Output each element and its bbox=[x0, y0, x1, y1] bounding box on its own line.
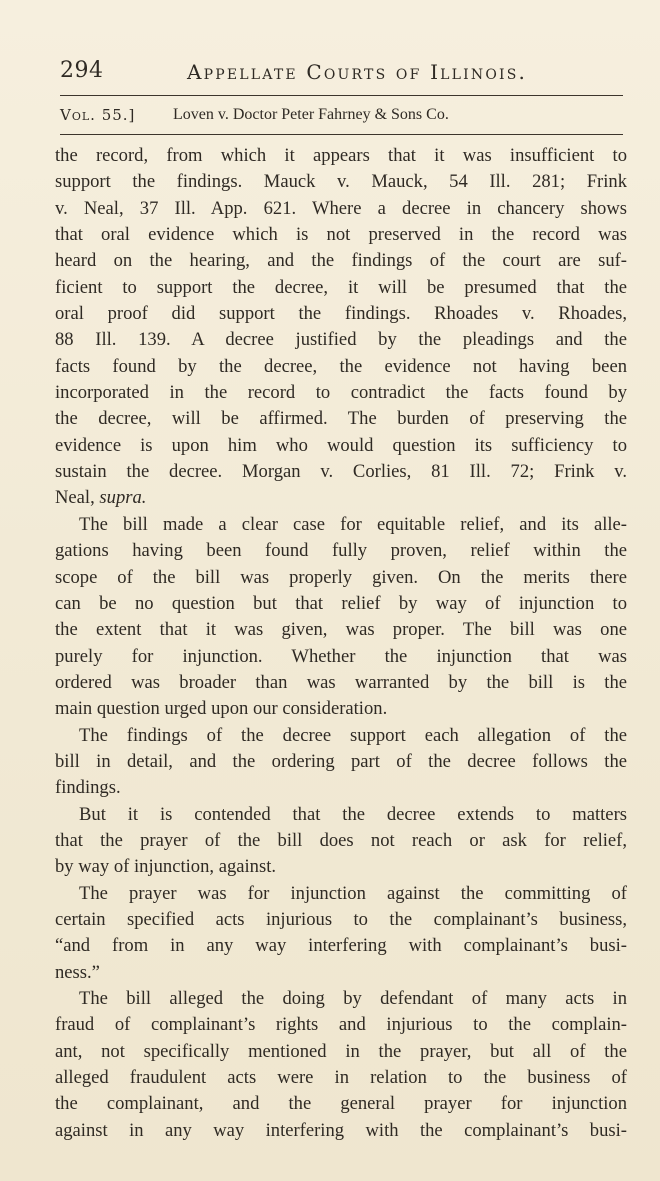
paragraph-start-line: The bill made a clear case for equitable relief, and its alle- bbox=[79, 513, 627, 535]
court-title: Appellate Courts of Illinois. bbox=[187, 60, 528, 84]
paragraph-start-line: But it is contended that the decree extends to matters bbox=[79, 803, 627, 825]
paragraph-start-line: The findings of the decree support each allegation of the bbox=[79, 724, 627, 746]
case-line bbox=[60, 103, 620, 131]
text-line: alleged fraudulent acts were in relation to the business of bbox=[55, 1067, 627, 1089]
text-line: support the findings. Mauck v. Mauck, 54 Ill. 281; Frink bbox=[55, 171, 627, 193]
text-line: the decree, will be affirmed. The burden of preserving the bbox=[55, 408, 627, 430]
text-line: incorporated in the record to contradict the facts found by bbox=[55, 382, 627, 404]
text-line: the complainant, and the general prayer for injunction bbox=[55, 1093, 627, 1115]
volume-label: Vol. 55.] bbox=[60, 106, 136, 124]
text-line: the record, from which it appears that it was insufficient to bbox=[55, 145, 627, 166]
italic-supra: supra. bbox=[99, 487, 147, 509]
text-line: ordered was broader than was warranted by the bill is the bbox=[55, 671, 627, 693]
text-line-part: Neal, bbox=[55, 487, 95, 509]
text-line: that oral evidence which is not preserved in the record was bbox=[55, 224, 627, 246]
text-line: purely for injunction. Whether the injunction that was bbox=[55, 645, 627, 667]
text-line: facts found by the decree, the evidence not having been bbox=[55, 355, 627, 377]
text-line: oral proof did support the findings. Rhoades v. Rhoades, bbox=[55, 303, 627, 325]
text-line: ant, not specifically mentioned in the prayer, but all of the bbox=[55, 1040, 627, 1062]
text-line: against in any way interfering with the complainant’s busi- bbox=[55, 1119, 627, 1141]
body-text bbox=[55, 143, 627, 1144]
text-line: “and from in any way interfering with complainant’s busi- bbox=[55, 935, 627, 957]
text-line-with-citation bbox=[55, 485, 627, 511]
text-line: main question urged upon our consideration. bbox=[55, 698, 388, 720]
running-head bbox=[60, 58, 620, 92]
text-line: certain specified acts injurious to the complainant’s business, bbox=[55, 908, 627, 930]
text-line: findings. bbox=[55, 777, 121, 799]
text-line: heard on the hearing, and the findings of the court are suf- bbox=[55, 250, 627, 272]
page-number: 294 bbox=[60, 58, 104, 83]
header-rule-bottom bbox=[60, 134, 623, 135]
case-title: Loven v. Doctor Peter Fahrney & Sons Co. bbox=[173, 106, 449, 123]
text-line: ficient to support the decree, it will be presumed that the bbox=[55, 276, 627, 298]
paragraph-start-line: The bill alleged the doing by defendant of many acts in bbox=[79, 988, 627, 1009]
text-line: the extent that it was given, was proper. The bill was one bbox=[55, 619, 627, 641]
text-line: that the prayer of the bill does not reach or ask for relief, bbox=[55, 829, 627, 851]
text-line: evidence is upon him who would question its sufficiency to bbox=[55, 434, 627, 456]
text-line: by way of injunction, against. bbox=[55, 856, 277, 878]
text-line: gations having been found fully proven, relief within the bbox=[55, 540, 627, 562]
text-line: fraud of complainant’s rights and injurious to the complain- bbox=[55, 1014, 627, 1036]
text-line: 88 Ill. 139. A decree justified by the pleadings and the bbox=[55, 329, 627, 351]
text-line: can be no question but that relief by way of injunction to bbox=[55, 592, 627, 614]
header-rule-top bbox=[60, 95, 623, 96]
text-line: sustain the decree. Morgan v. Corlies, 81 Ill. 72; Frink v. bbox=[55, 461, 627, 483]
text-line: ness.” bbox=[55, 961, 100, 983]
paragraph-start-line: The prayer was for injunction against the committing of bbox=[79, 882, 627, 904]
text-line: bill in detail, and the ordering part of the decree follows the bbox=[55, 750, 627, 772]
text-line: scope of the bill was properly given. On the merits there bbox=[55, 566, 627, 588]
text-line: v. Neal, 37 Ill. App. 621. Where a decree in chancery shows bbox=[55, 197, 627, 219]
